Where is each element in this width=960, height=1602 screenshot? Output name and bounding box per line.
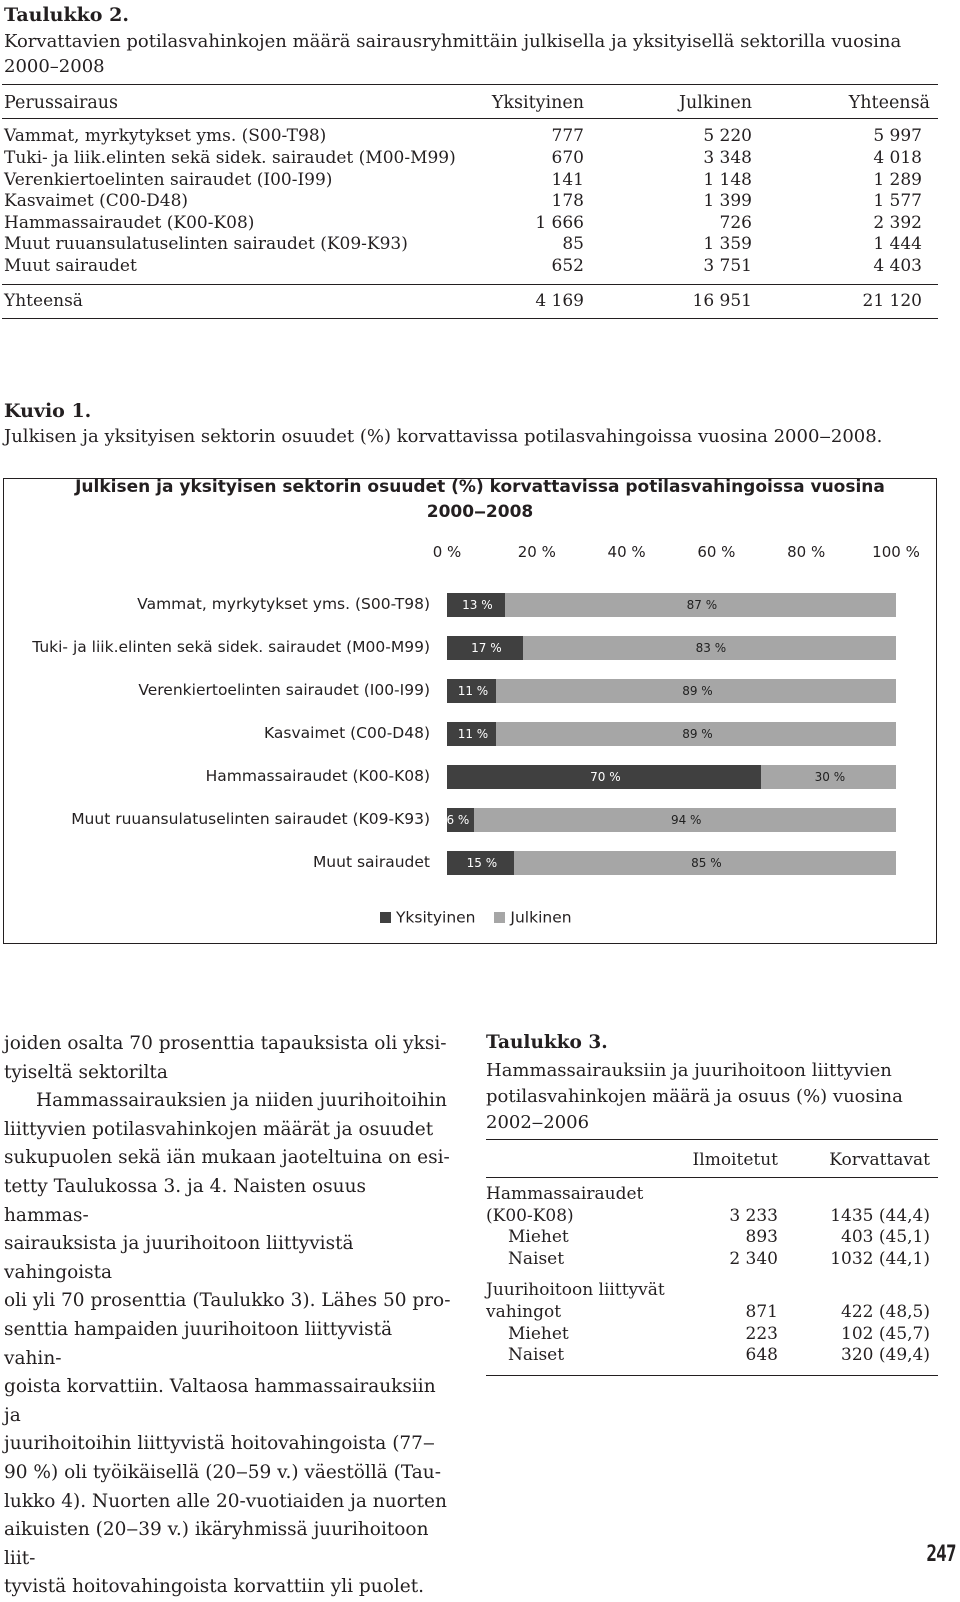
table-cell: 1 359 [703,234,752,254]
x-tick-label: 60 % [697,543,736,561]
table-cell: 223 [745,1324,778,1344]
x-tick-label: 20 % [517,543,556,561]
body-line: juurihoitoihin liittyvistä hoitovahingoista (77‒ [4,1433,435,1455]
table2-bottom-rule [2,318,938,319]
table-cell: Hammassairaudet (K00-K08) [4,213,255,233]
table2-top-rule [2,84,938,85]
body-line: aikuisten (20‒39 v.) ikäryhmissä juurihoitoon liit- [4,1519,429,1569]
data-label: 70 % [590,770,621,784]
table-cell: 4 403 [873,256,922,276]
table-cell: 4 169 [535,291,584,311]
table-cell: 1435 (44,4) [830,1206,930,1226]
table3-bottom-rule [486,1375,938,1376]
table-row [4,212,940,234]
table-row [4,125,940,147]
category-label: Kasvaimet (C00-D48) [264,724,430,742]
table-cell: Muut ruuansulatuselinten sairaudet (K09-K93) [4,234,408,254]
table-cell: Miehet [508,1227,569,1247]
table3-header-ilmoitetut: Ilmoitetut [692,1150,778,1170]
category-label: Muut ruuansulatuselinten sairaudet (K09-K93) [71,810,430,828]
table-cell: 102 (45,7) [841,1324,930,1344]
table-cell: 320 (49,4) [841,1345,930,1365]
table2-label: Taulukko 2. [4,4,129,26]
table2-header-row [4,92,940,114]
legend-label-julkinen: Julkinen [510,908,572,927]
figure1-caption: Julkisen ja yksityisen sektorin osuudet (%) korvattavissa potilasvahingoissa vuosina 2000‒2008. [4,426,883,447]
body-line: senttia hampaiden juurihoitoon liittyvistä vahin- [4,1318,393,1369]
body-line: liittyvien potilasvahinkojen määrät ja osuudet [4,1118,434,1140]
table-cell: 403 (45,1) [841,1227,930,1247]
table3-caption [486,1058,946,1136]
table-cell: 3 233 [729,1206,778,1226]
x-tick-label: 80 % [787,543,826,561]
body-line: tyiseltä sektorilta [4,1061,168,1083]
table-cell: 670 [551,148,584,168]
data-label: 6 % [446,813,470,827]
x-tick-label: 100 % [872,543,920,561]
table-cell: 4 018 [873,148,922,168]
body-line: goista korvattiin. Valtaosa hammassairauksiin ja [4,1376,436,1426]
legend-swatch-yksityinen [380,912,391,923]
table3-header-rule [486,1177,938,1178]
table3-caption-line: potilasvahinkojen määrä ja osuus (%) vuosina [486,1086,903,1107]
body-line: 90 %) oli työikäisellä (20‒59 v.) väestöllä (Tau- [4,1461,441,1483]
table2-header-yhteensa: Yhteensä [848,93,930,113]
table-cell: 726 [719,213,752,233]
table-cell: 141 [551,170,584,190]
table-cell: Naiset [508,1249,565,1269]
body-text [4,1030,454,1602]
table-cell: Kasvaimet (C00-D48) [4,191,189,211]
table-cell: 85 [562,234,584,254]
table-cell: 21 120 [862,291,922,311]
data-label: 15 % [466,856,498,870]
table-cell: 3 348 [703,148,752,168]
table-row [486,1344,938,1366]
table-row [4,233,940,255]
table-cell: Tuki- ja liik.elinten sekä sidek. sairaudet (M00-M99) [4,148,456,168]
table-cell: Verenkiertoelinten sairaudet (I00-I99) [4,170,333,190]
table-cell: Muut sairaudet [4,256,137,276]
category-label: Verenkiertoelinten sairaudet (I00-I99) [138,681,430,699]
table-row [4,190,940,212]
table-cell: Miehet [508,1324,569,1344]
table-cell: 178 [551,191,584,211]
table-cell: 2 340 [729,1249,778,1269]
table-cell: 2 392 [873,213,922,233]
table2-total-row [4,290,940,312]
category-label: Hammassairaudet (K00-K08) [205,767,430,785]
table-cell: 777 [551,126,584,146]
data-label: 83 % [695,641,727,655]
table2-caption [4,29,944,79]
body-line: sairauksista ja juurihoitoon liittyvistä vahingoista [4,1233,354,1283]
table-cell: 652 [551,256,584,276]
table-cell: Vammat, myrkytykset yms. (S00-T98) [4,126,327,146]
body-line: oli yli 70 prosenttia (Taulukko 3). Lähes 50 pro- [4,1290,451,1312]
x-tick-label: 40 % [607,543,646,561]
table3-header-korvattavat: Korvattavat [829,1150,930,1170]
chart-title-line1: Julkisen ja yksityisen sektorin osuudet (%) korvattavissa potilasvahingoissa vuosina [75,477,885,497]
table3-label: Taulukko 3. [486,1032,608,1053]
chart-title-line2: 2000‒2008 [426,502,534,522]
table-cell: 1 577 [873,191,922,211]
data-label: 30 % [814,770,846,784]
data-label: 17 % [471,641,502,655]
category-label: Muut sairaudet [312,853,430,871]
table-cell: 1032 (44,1) [830,1249,930,1269]
category-label: Tuki- ja liik.elinten sekä sidek. sairaudet (M00-M99) [32,638,430,656]
table-cell: 1 444 [873,234,922,254]
page-number: 247 [926,1542,956,1567]
table-cell: 1 289 [873,170,922,190]
table-cell: Naiset [508,1345,565,1365]
table-cell: Hammassairaudet [486,1184,644,1204]
table-cell: Juurihoitoon liittyvät [486,1280,665,1300]
table-cell: 1 399 [703,191,752,211]
table-cell: 1 148 [703,170,752,190]
table3-header-row [486,1149,938,1171]
legend-label-yksityinen: Yksityinen [395,908,476,927]
table-row [486,1205,938,1227]
table-row [486,1226,938,1248]
table2-header-yksityinen: Yksityinen [491,93,584,113]
data-label: 11 % [457,684,489,698]
data-label: 89 % [682,684,713,698]
data-label: 89 % [682,727,713,741]
table-row [486,1183,938,1205]
table-cell: (K00-K08) [486,1206,574,1226]
table-row [486,1301,938,1323]
body-line: lukko 4). Nuorten alle 20-vuotiaiden ja nuorten [4,1490,447,1512]
data-label: 87 % [686,598,718,612]
table-cell: 1 666 [535,213,584,233]
table-cell: vahingot [486,1302,562,1322]
table-cell: 3 751 [703,256,752,276]
table3-caption-line: 2002‒2006 [486,1112,590,1133]
data-label: 94 % [670,813,702,827]
category-label: Vammat, myrkytykset yms. (S00-T98) [137,595,430,613]
legend-swatch-julkinen [494,912,505,923]
x-tick-label: 0 % [432,543,462,561]
table2-caption-line1: Korvattavien potilasvahinkojen määrä sairausryhmittäin julkisella ja yksityisellä sektorilla vuosina [4,31,902,52]
table-cell: 16 951 [692,291,752,311]
table-row [486,1279,938,1301]
chart-legend [380,906,572,929]
data-label: 13 % [462,598,493,612]
table-cell: 893 [745,1227,778,1247]
table2-header-rule [2,118,938,119]
body-line: tyvistä hoitovahingoista korvattiin yli puolet. [4,1576,425,1598]
body-line: joiden osalta 70 prosenttia tapauksista oli yksi- [4,1033,447,1054]
table3-top-rule [486,1139,938,1140]
table2-total-rule [2,284,938,285]
body-line: sukupuolen sekä iän mukaan jaoteltuina on esi- [4,1147,450,1169]
table-row [486,1323,938,1345]
table-row [4,147,940,169]
table2-caption-line2: 2000–2008 [4,56,105,77]
table-row [486,1248,938,1270]
table-cell: 5 997 [873,126,922,146]
table3-caption-line: Hammassairauksiin ja juurihoitoon liittyvien [486,1060,892,1081]
table2-header-julkinen: Julkinen [679,93,752,113]
table-cell: 422 (48,5) [841,1302,930,1322]
data-label: 85 % [691,856,722,870]
table-cell: 5 220 [703,126,752,146]
table-cell: 648 [745,1345,778,1365]
table2-header-perussairaus: Perussairaus [4,93,119,113]
body-line: Hammassairauksien ja niiden juurihoitoihin [36,1090,447,1112]
table-cell: Yhteensä [4,291,83,311]
body-line: tetty Taulukossa 3. ja 4. Naisten osuus hammas- [4,1175,366,1226]
figure1-label: Kuvio 1. [4,400,92,422]
table-cell: 871 [745,1302,778,1322]
table-row [4,255,940,277]
table-row [4,169,940,191]
data-label: 11 % [457,727,489,741]
